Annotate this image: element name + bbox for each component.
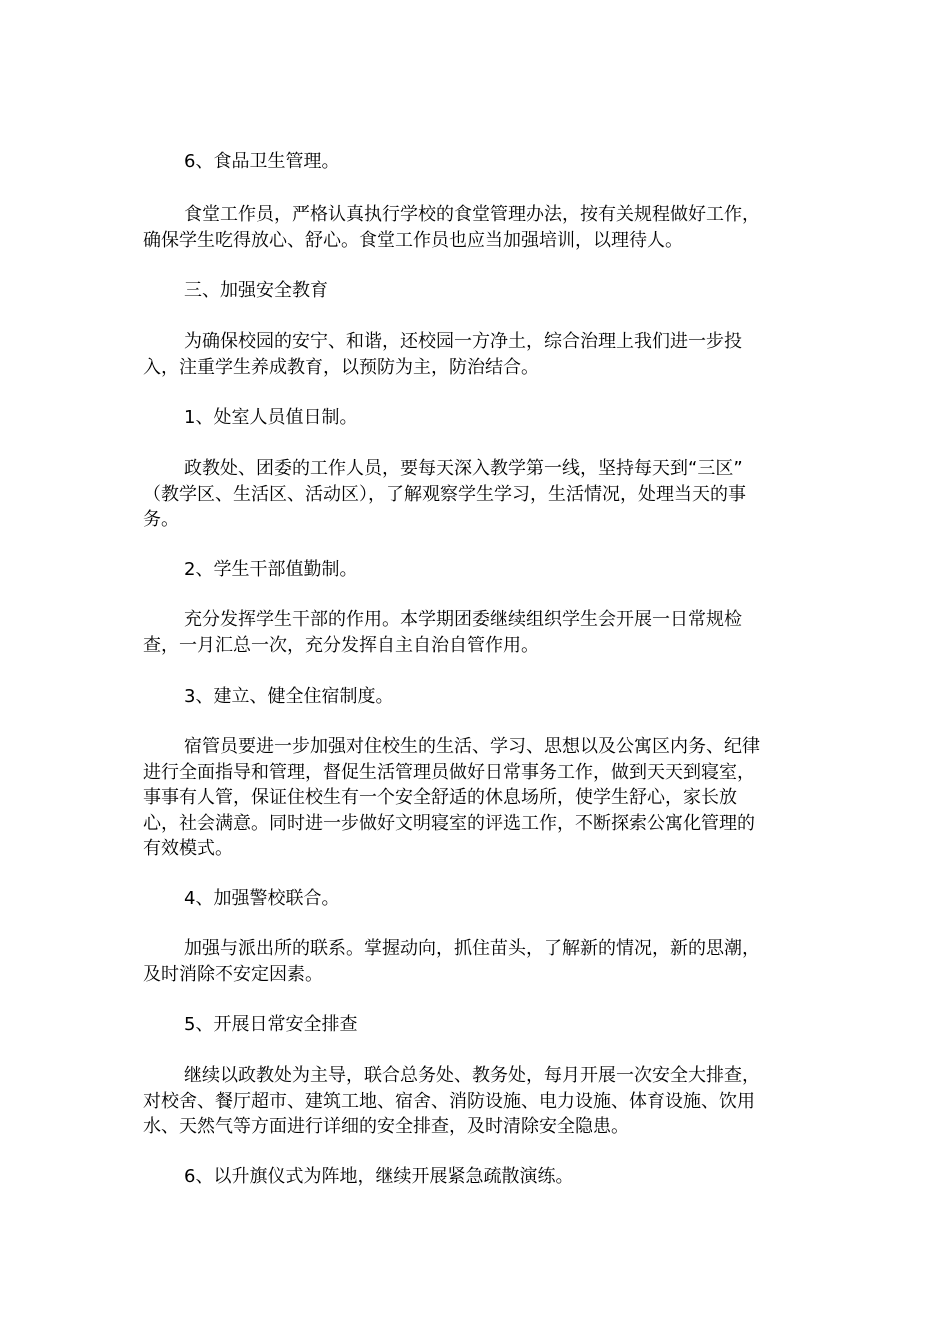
paragraph-police-school: 加强与派出所的联系。掌握动向，抓住苗头，了解新的情况，新的思潮， 及时消除不安定因素。 xyxy=(143,938,760,985)
heading-police-school: 4、加强警校联合。 xyxy=(184,888,340,909)
heading-office-duty: 1、处室人员值日制。 xyxy=(184,407,358,428)
heading-dormitory-system: 3、建立、健全住宿制度。 xyxy=(184,686,394,707)
heading-food-hygiene: 6、食品卫生管理。 xyxy=(184,151,340,172)
paragraph-student-cadre: 充分发挥学生干部的作用。本学期团委继续组织学生会开展一日常规检 查，一月汇总一次，充分发挥自主自治自管作用。 xyxy=(143,609,742,656)
paragraph-safety-inspection: 继续以政教处为主导，联合总务处、教务处，每月开展一次安全大排查， 对校舍、餐厅超市、建筑工地、宿舍、消防设施、电力设施、体育设施、饮用 水、天然气等方面进行详细的安全排查，及时清除安全隐患。 xyxy=(143,1065,760,1137)
paragraph-campus-harmony: 为确保校园的安宁、和谐，还校园一方净土，综合治理上我们进一步投 入，注重学生养成教育，以预防为主，防治结合。 xyxy=(143,331,742,378)
paragraph-canteen-staff: 食堂工作员，严格认真执行学校的食堂管理办法，按有关规程做好工作， 确保学生吃得放心、舒心。食堂工作员也应当加强培训，以理待人。 xyxy=(143,204,760,251)
paragraph-dormitory: 宿管员要进一步加强对住校生的生活、学习、思想以及公寓区内务、纪律 进行全面指导和管理，督促生活管理员做好日常事务工作，做到天天到寝室， 事事有人管，保证住校生有一个安全舒适的休息场所，使学生舒心，家长放 心，社会满意。同时进一步做好文明寝室的评选工作，不断探索公寓化管理的 有效模式。 xyxy=(143,736,760,859)
section-heading-safety-education: 三、加强安全教育 xyxy=(184,280,328,301)
heading-student-cadre-duty: 2、学生干部值勤制。 xyxy=(184,559,358,580)
paragraph-office-duty: 政教处、团委的工作人员，要每天深入教学第一线，坚持每天到“三区” （教学区、生活区、活动区），了解观察学生学习，生活情况，处理当天的事 务。 xyxy=(143,458,746,530)
heading-evacuation-drill: 6、以升旗仪式为阵地，继续开展紧急疏散演练。 xyxy=(184,1166,574,1187)
heading-safety-inspection: 5、开展日常安全排查 xyxy=(184,1014,358,1035)
